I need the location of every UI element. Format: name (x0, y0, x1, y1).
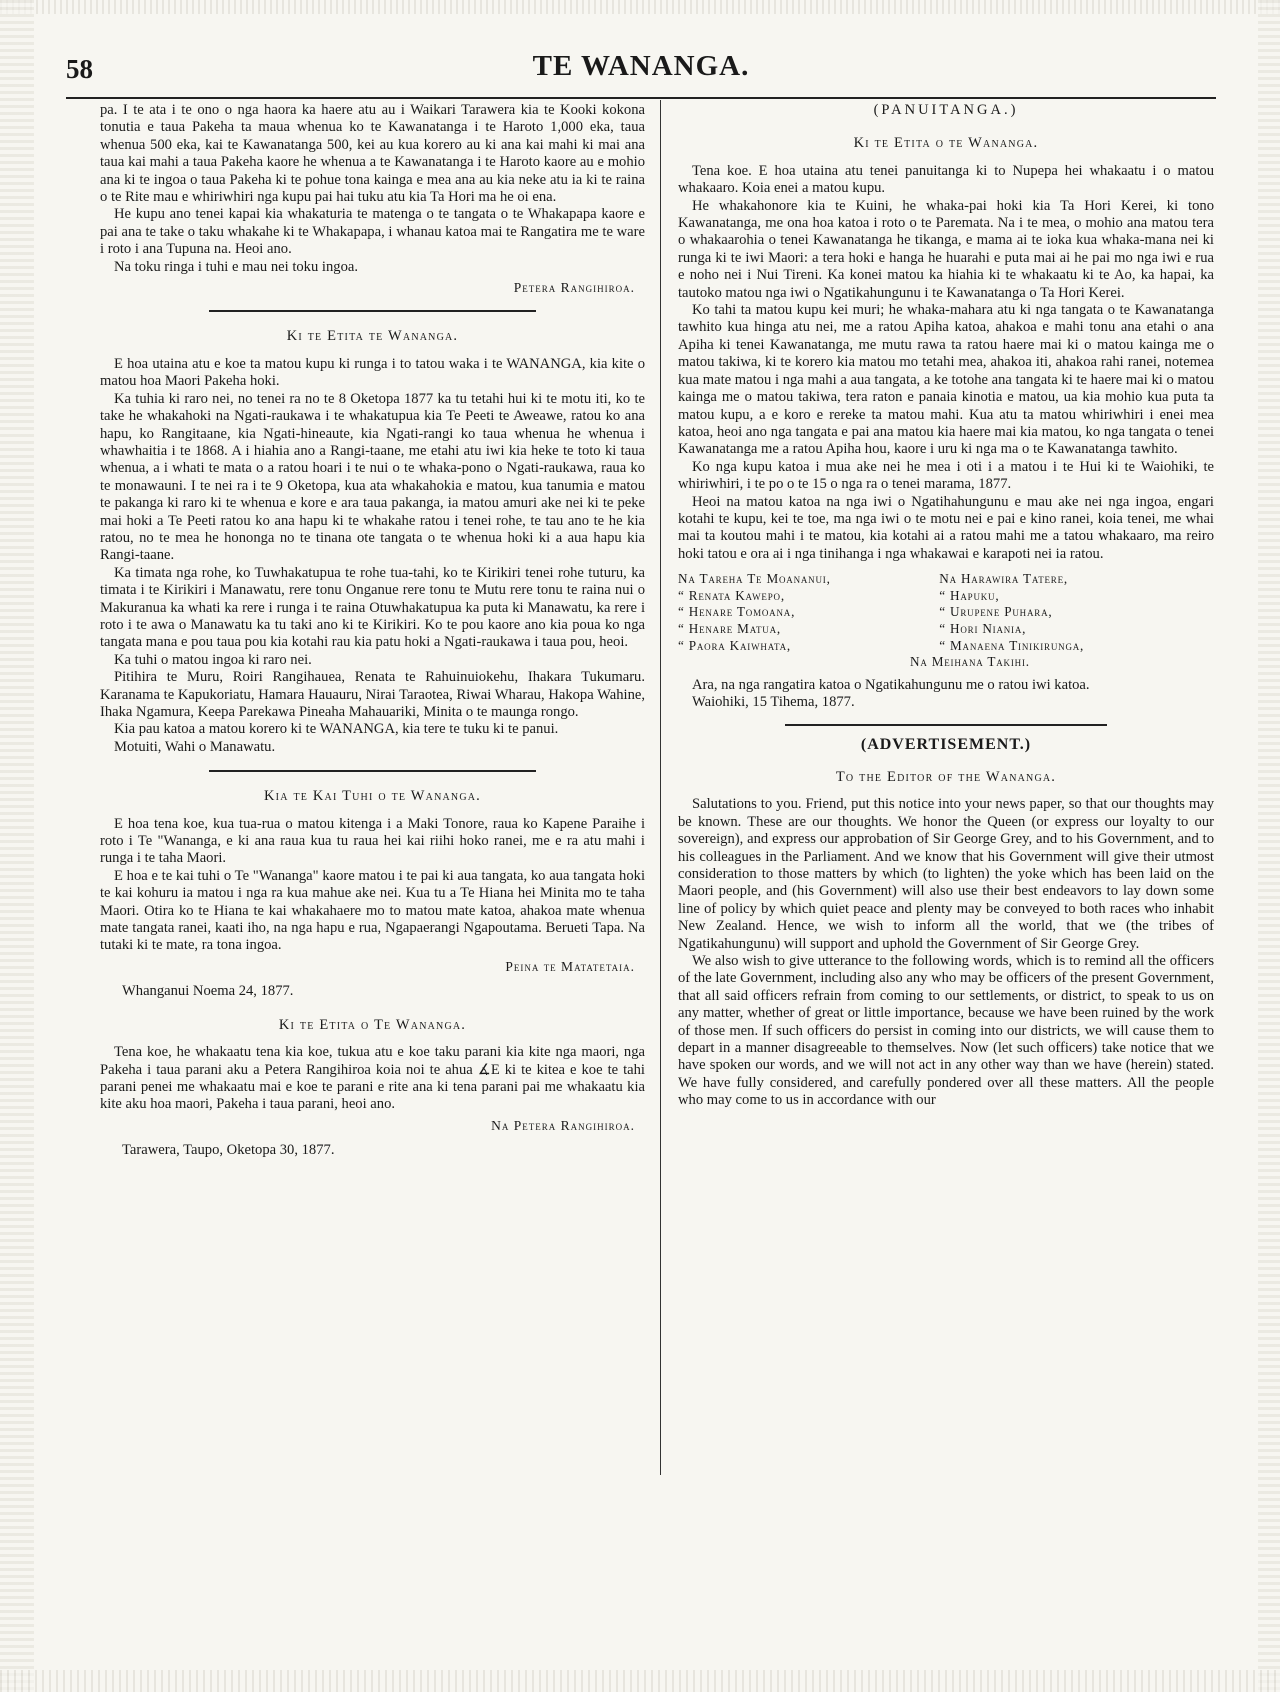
signature: Na Petera Rangihiroa. (491, 1117, 635, 1133)
letter-heading: To the Editor of the Wananga. (835, 768, 1057, 785)
section-divider (209, 310, 536, 312)
column-divider (660, 100, 661, 1475)
dateline: Whanganui Noema 24, 1877. (122, 983, 294, 1000)
signatory: “ Hapuku, (939, 587, 1000, 603)
section-divider (785, 724, 1107, 726)
continuation-paragraph: He kupu ano tenei kapai kia whakaturia te matenga o te tangata o te Whakapapa kaore e pai ana te take o taku whakahe ki te Whakapapa, i whanau katoa mai te Rangatira me te ware i roto i ana Tupuna na. Heoi ano. (100, 206, 645, 258)
letter-paragraph: Ka timata nga rohe, ko Tuwhakatupua te rohe tua-tahi, ko te Kirikiri tenei rohe tuturu, ka timata i te Kirikiri i Manawatu, rere tonu Onganue rere tonu te Mutu rere tonu te raina nui o Makuranua ka whati ka rere i runga i te raina Otuwhakatupua ka puta ki Manawatu, ka rere i roto i te awa o Manawatu ka tu taki ano ki te Kirikiri. Ko te pou kaore ano kia poua ko nga tangata mana e pou taua pou kia kotahi rau kia patu hoki a Ngati-raukawa i taua pou, heoi. (100, 564, 645, 651)
advertisement-paragraph: Salutations to you. Friend, put this notice into your news paper, so that our thoughts may be known. These are our thoughts. We honor the Queen (or express our loyalty to our sovereign), and express our approbation of Sir George Grey, and to his Government, and to his colleagues in the Parliament. And we know that his Government will give their utmost consideration to those matters by which (to lighten) the yoke which has been laid on the Maori people, and (his Government) will also use their best endeavors to lay down some line of policy by which quiet peace and plenty may be conveyed to both races who inhabit New Zealand. Hence, we wish to inform all the world, that we (the tribes of Ngatikahungunu) will support and uphold the Government of Sir George Grey. (678, 796, 1214, 952)
signatory: Na Harawira Tatere, (939, 571, 1068, 587)
signatory: Na Meihana Takihi. (910, 654, 1030, 670)
scan-top-edge (0, 0, 1280, 14)
signatory: “ Hori Niania, (939, 620, 1027, 636)
letter-paragraph: Kia pau katoa a matou korero ki te WANANGA, kia tere te tuku ki te panui. (114, 721, 559, 738)
scan-bottom-edge (0, 1670, 1280, 1692)
signatory: “ Paora Kaiwhata, (678, 637, 791, 653)
notice-closing: Ara, na nga rangatira katoa o Ngatikahungunu me o ratou iwi katoa. (692, 676, 1090, 693)
page-number: 58 (66, 54, 93, 84)
dateline: Tarawera, Taupo, Oketopa 30, 1877. (122, 1142, 335, 1159)
notice-paragraph: Tena koe. E hoa utaina atu tenei panuitanga ki to Nupepa hei whakaatu i o matou whakaaro. Koia enei a matou kupu. (678, 162, 1214, 197)
letter-paragraph: Ka tuhi o matou ingoa ki raro nei. (114, 651, 312, 668)
dateline: Waiohiki, 15 Tihema, 1877. (692, 694, 855, 711)
section-divider (209, 770, 536, 772)
signatories-list (678, 571, 1214, 671)
signatory: “ Henare Matua, (678, 620, 781, 636)
signatory: “ Urupene Puhara, (939, 604, 1053, 620)
signatory: “ Renata Kawepo, (678, 587, 785, 603)
letter-paragraph: Pitihira te Muru, Roiri Rangihauea, Renata te Rahuinuiokehu, Ihakara Tukumaru. Karanama te Kapukoriatu, Hamara Hauauru, Nirai Taraotea, Riwai Wharau, Hakopa Wahine, Ihaka Ngamura, Keepa Parekawa Pineaha Mahauariki, Minita o te maunga rongo. (100, 669, 645, 720)
notice-paragraph: Ko nga kupu katoa i mua ake nei he mea i oti i a matou i te Hui ki te Waiohiki, te whiriwhiri, i te po o te 15 o nga ra o tenei marama, 1877. (678, 458, 1214, 493)
letter-paragraph: Ka tuhia ki raro nei, no tenei ra no te 8 Oketopa 1877 ka tu tetahi hui ki te motu iti, ko te take he whakahoki na Ngati-raukawa i te whakatupua kia Te Peeti te Aweawe, ratou ko ana hapu, ko Rangitaane, kia Ngati-hineaute, kia Ngati-rangi ko taua whenua he whenua i whawhaitia i te 1868. A i hiahia ano a Rangi-taane, me etahi atu iwi kia heke te toto ki taua whenua, a i whati te mata o a ratou hoari i te nui o te whaka-pono o Ngati-raukawa, raua ko te monawauni. I te nei ra i te 9 Oketopa, kua ata whakahokia e matou, kua tanumia e matou te pakanga ki raro ki te whenua e kore e ara taua pakanga, ia matou amuri ake nei ki te peke mai hoki a Te Peeti ratou ko ana hapu ki te whakahe ratou i tenei rohe, te tau ano te he kia ratou, no te mea he hononga no te tinana ote tangata o te whenua hoki ki a aua hapu kia Rangi-taane. (100, 390, 645, 564)
notice-paragraph: He whakahonore kia te Kuini, he whaka-pai hoki kia Ta Hori Kerei, ki tono Kawanatanga, me ona hoa katoa i roto o te Paremata. Na i te mea, o mohio ana matou tera o whakaarohia o tenei Kawanatanga he tikanga, e mama ai te ioka kua whaka-mana nei ki runga ki te iwi Maori: a tera hoki e hanga he huarahi e puta mai ai he pai mo nga iwi e rua e noho nei i Nui Tireni. Ka konei matou ka hiahia ki te whakaatu ki te Ao, ka hapai, ka tautoko matou nga iwi o Ngatikahungunu i te Kawanatanga o Ta Hori Kerei. (678, 197, 1214, 301)
scan-left-edge (0, 0, 34, 1692)
masthead-title: TE WANANGA. (532, 50, 750, 82)
signature: Petera Rangihiroa. (513, 280, 635, 296)
signature: Peina te Matatetaia. (505, 958, 635, 974)
letter-paragraph: E hoa tena koe, kua tua-rua o matou kitenga i a Maki Tonore, raua ko Kapene Paraihe i roto i Te "Wananga, e ki ana raua kua tu raua hei kai riihi hoko ranei, me e ra atu mahi i runga i te taha Maori. (100, 815, 645, 867)
notice-label: (PANUITANGA.) (873, 102, 1019, 118)
letter-paragraph: E hoa e te kai tuhi o Te "Wananga" kaore matou i te pai ki aua tangata, ko aua tangata hoki te kai kohuru ia matou i nga ra kua mahue ake nei. Kua tu a Te Hiana hei Minita mo te taha Maori. Otira ko te Hiana te kai whakahaere mo to matou mate katoa, ahakoa mate whenua mate tangata ranei, kaati iho, na nga hapu e rua, Ngapaerangi Ngapoutama. Berueti Tapa. Na tutaki ki te mate, ra tona ingoa. (100, 867, 645, 954)
signatory: “ Henare Tomoana, (678, 604, 796, 620)
continuation-paragraph: pa. I te ata i te ono o nga haora ka haere atu au i Waikari Tarawera kia te Kooki kokona tonutia e taua Pakeha ta maua whenua ko te Kawanatanga i te Haroto 1,000 eka, taua whenua 500 eka, kai te Kawanatanga 500, kei au kua korero au ki ana kai mahi ki mai ana taua kai mahi a taua Pakeha kaore he whenua a te Kawanatanga i te Haroto kaore au e mohio ana ki te ingoa o taua Pakeha ki te pohue tona kainga e mea ana au kia neke atu ia ki te raina o te Rite mau e whiriwhiri nga kupu pai hai tuku atu kia Ta Hori ma he oi ena. (100, 102, 645, 206)
letter-paragraph: E hoa utaina atu e koe ta matou kupu ki runga i to tatou waka i te WANANGA, kia kite o matou hoa Maori Pakeha hoki. (100, 355, 645, 390)
advertisement-label: (ADVERTISEMENT.) (860, 735, 1032, 753)
letter-heading: Ki te Etita te Wananga. (286, 328, 459, 345)
right-column (678, 102, 1214, 1110)
letter-heading: Kia te Kai Tuhi o te Wananga. (264, 788, 481, 805)
signatory: Na Tareha Te Moananui, (678, 571, 831, 587)
letter-paragraph: Tena koe, he whakaatu tena kia koe, tukua atu e koe taku parani kia kite nga maori, nga Pakeha i taua parani aku a Petera Rangihiroa koia noi te ahua ∡E ki te kitea e koe te tahi parani penei me whakaatu mai e koe te parani e rite ana ki tena parani pai me whakaatu kia kite aku hoa maori, Pakeha i taua parani, heoi ano. (100, 1044, 645, 1113)
signatory: “ Manaena Tinikirunga, (939, 637, 1085, 653)
notice-paragraph: Heoi na matou katoa na nga iwi o Ngatihahungunu e mau ake nei nga ingoa, engari kotahi te kupu, kei te toe, ma nga iwi o te motu nei e pai e kino ranei, koia tenei, me whai mai ta koutou mahi i te matou, kia kotahi ai a ratou mahi me a tatou whakaaro, ma reiro hoki tatou e ora ai i nga tinihanga i nga whakawai e karapoti nei ia ratou. (678, 493, 1214, 562)
continuation-paragraph: Na toku ringa i tuhi e mau nei toku ingoa. (114, 258, 358, 275)
scan-right-edge (1258, 0, 1280, 1692)
notice-paragraph: Ko tahi ta matou kupu kei muri; he whaka-mahara atu ki nga tangata o te Kawanatanga tawhito kua hinga atu nei, me a ratou Apiha katoa, ahakoa e mahi tonu ana etahi o ana Apiha ki tenei Kawanatanga, me mutu rawa ta ratou haere mai ki o matou kainga me o matou takiwa, ki te korero kia matou mo tetahi mea, ahakoa iti, ahakoa rahi ranei, notemea kua mate matou i nga mahi a aua tangata, a ke totohe ana tangata ki te haere mai ki o matou kainga me o matou takiwa, tera raton e panaia kinotia e matou, ua kia mohio kua puta ta matou kupu, a e koro e rereke ta matou mahi. Kua atu ta matou whiriwhiri i enei mea katoa, heoi ano nga tangata e pai ana matou kia haere mai kia matou, ko nga tangata o tenei Kawanatanga me a ratou Apiha hou, kaore i uru ki nga ma o te Kawanatanga tawhito. (678, 302, 1214, 458)
page-header (66, 50, 1216, 90)
letter-paragraph: Motuiti, Wahi o Manawatu. (114, 738, 276, 755)
left-column (100, 102, 645, 1160)
letter-heading: Ki te Etita o Te Wananga. (278, 1016, 467, 1033)
letter-heading: Ki te Etita o te Wananga. (853, 135, 1039, 152)
advertisement-paragraph: We also wish to give utterance to the following words, which is to remind all the officers of the late Government, including also any who may be officers of the present Government, that all said officers refrain from coming to our settlements, or district, to speak to us on any matter, whether of great or little importance, because we have been ruined by the work of those men. If such officers do persist in coming into our districts, we will cause them to depart in a manner disagreeable to themselves. Now (let such officers) take notice that we have spoken our words, and we will not act in any other way than we have (herein) stated. We have fully considered, and carefully pondered over all these matters. All the people who may come to us in accordance with our (678, 953, 1214, 1109)
header-rule (66, 97, 1216, 99)
